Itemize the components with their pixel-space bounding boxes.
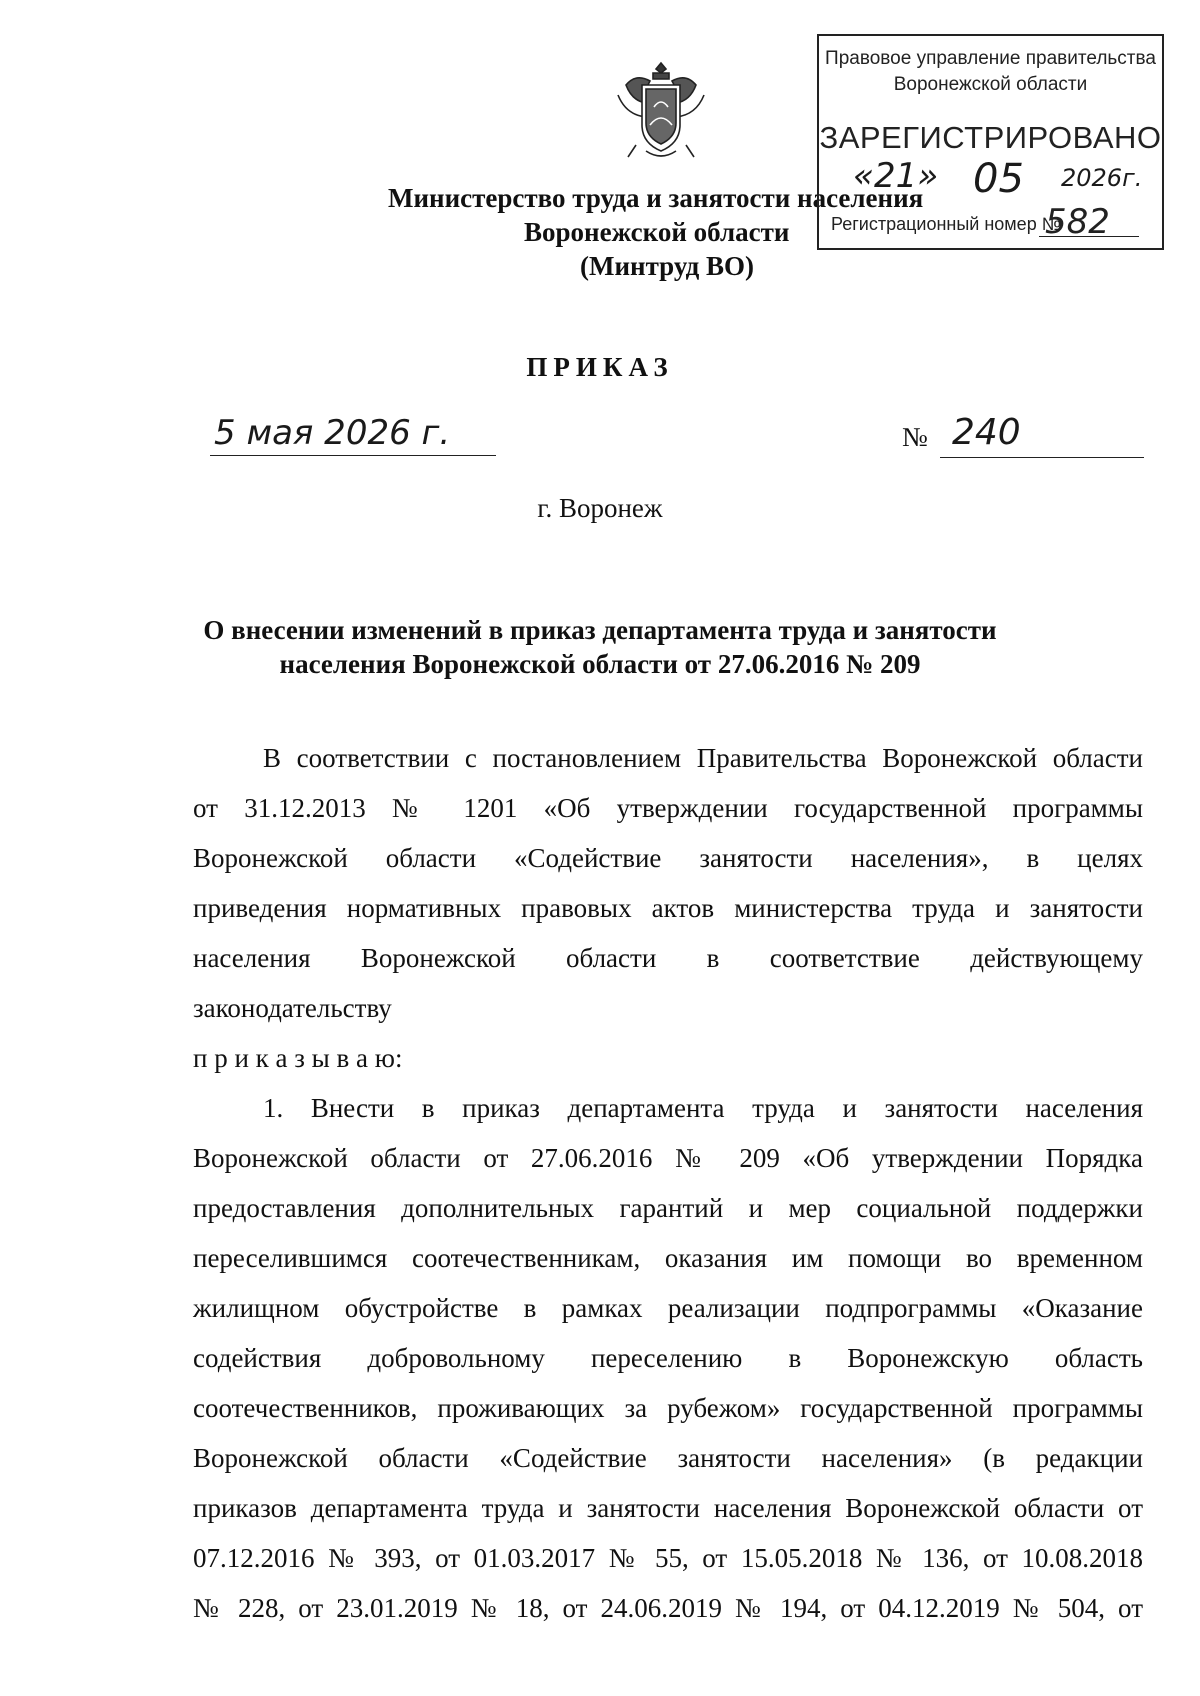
ministry-name-line2: Воронежской области xyxy=(524,217,790,247)
stamp-date xyxy=(843,156,1153,202)
city: г. Воронеж xyxy=(537,493,663,523)
body-line: предоставления дополнительных гарантий и мер социальной поддержки xyxy=(193,1193,1143,1223)
body-line: приказов департамента труда и занятости населения Воронежской области от xyxy=(193,1493,1143,1523)
stamp-reg-number: 582 xyxy=(1045,202,1110,242)
body-line: Воронежской области «Содействие занятости населения» (в редакции xyxy=(193,1443,1143,1473)
body-line: населения Воронежской области в соответствие действующему xyxy=(193,943,1143,973)
stamp-status: ЗАРЕГИСТРИРОВАНО xyxy=(819,120,1162,155)
order-verb: п р и к а з ы в а ю: xyxy=(193,1043,403,1073)
body-line: Воронежской области «Содействие занятости населения», в целях xyxy=(193,843,1143,873)
stamp-date-month: 05 xyxy=(973,156,1024,202)
order-number-handwritten: 240 xyxy=(952,412,1021,453)
order-date-handwritten: 5 мая 2026 г. xyxy=(214,413,451,453)
ministry-name-line1: Министерство труда и занятости населения xyxy=(388,183,924,213)
order-title: ПРИКАЗ xyxy=(526,352,674,382)
coat-of-arms-emblem xyxy=(606,55,716,165)
body-line: законодательству xyxy=(193,993,392,1023)
stamp-org-line1: Правовое управление правительства xyxy=(825,48,1156,69)
body-line: 07.12.2016 № 393, от 01.03.2017 № 55, от 15.05.2018 № 136, от 10.08.2018 xyxy=(193,1543,1143,1573)
body-line: 1. Внести в приказ департамента труда и занятости населения xyxy=(263,1093,1143,1123)
body-line: приведения нормативных правовых актов министерства труда и занятости xyxy=(193,893,1143,923)
body-line: переселившимся соотечественникам, оказания им помощи во временном xyxy=(193,1243,1143,1273)
ministry-abbreviation: (Минтруд ВО) xyxy=(580,251,755,281)
stamp-date-day: «21» xyxy=(853,156,939,196)
subject-line1: О внесении изменений в приказ департамента труда и занятости xyxy=(203,615,997,645)
body-line: жилищном обустройстве в рамках реализации подпрограммы «Оказание xyxy=(193,1293,1143,1323)
body-line: Воронежской области от 27.06.2016 № 209 «Об утверждении Порядка xyxy=(193,1143,1143,1173)
body-line: соотечественников, проживающих за рубежом» государственной программы xyxy=(193,1393,1143,1423)
stamp-date-year: 2026г. xyxy=(1061,164,1143,192)
subject-line2: населения Воронежской области от 27.06.2016 № 209 xyxy=(279,649,921,679)
registration-stamp xyxy=(817,34,1164,250)
stamp-org-line2: Воронежской области xyxy=(893,74,1088,95)
stamp-reg-number-label: Регистрационный номер № xyxy=(831,214,1062,234)
order-number-sign: № xyxy=(902,422,928,452)
order-number-line xyxy=(940,457,1144,458)
body-line: В соответствии с постановлением Правительства Воронежской области xyxy=(263,743,1143,773)
order-date-line xyxy=(210,455,496,456)
body-line: содействия добровольному переселению в Воронежскую область xyxy=(193,1343,1143,1373)
body-line: от 31.12.2013 № 1201 «Об утверждении государственной программы xyxy=(193,793,1143,823)
body-line: № 228, от 23.01.2019 № 18, от 24.06.2019 № 194, от 04.12.2019 № 504, от xyxy=(193,1593,1143,1623)
